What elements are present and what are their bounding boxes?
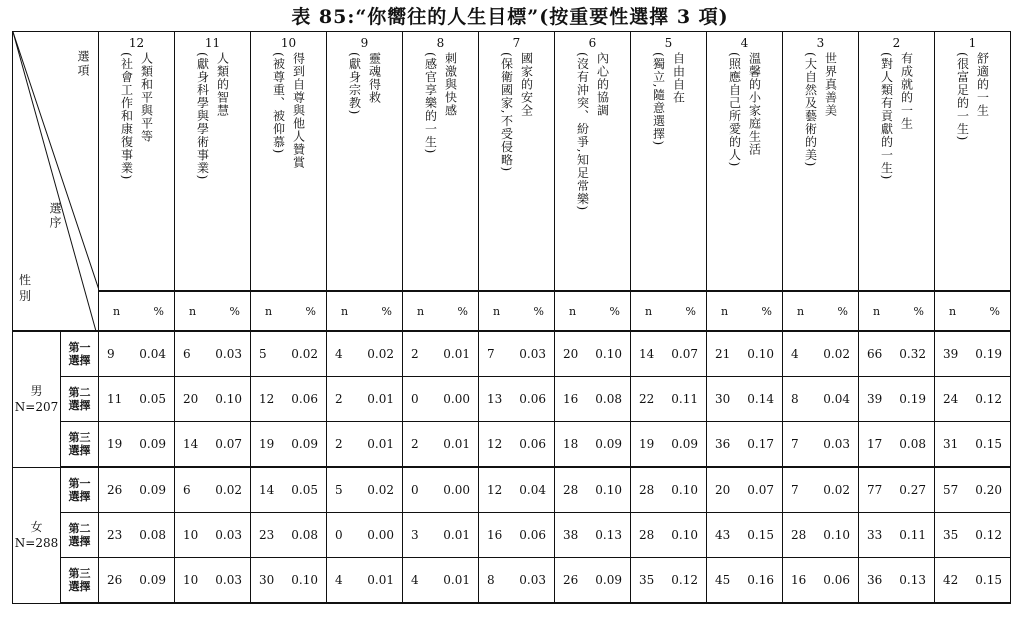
count-cell: 6	[175, 331, 213, 377]
column-header	[631, 32, 707, 292]
count-cell: 12	[479, 467, 517, 513]
column-name: 溫馨的小家庭生活	[747, 52, 762, 156]
count-cell: 10	[175, 513, 213, 558]
percent-cell: 0.09	[137, 422, 175, 468]
percent-cell: 0.10	[213, 377, 251, 422]
percent-cell: 0.03	[517, 331, 555, 377]
corner-order-label: 選序	[48, 202, 62, 230]
count-cell: 14	[631, 331, 669, 377]
order-line: 選擇	[68, 535, 91, 548]
gender-name: 女	[30, 520, 43, 534]
n-label: n	[403, 291, 441, 331]
column-number: 3	[816, 36, 825, 50]
percent-cell: 0.19	[897, 377, 935, 422]
percent-cell: 0.00	[441, 467, 479, 513]
percent-label: %	[821, 291, 859, 331]
order-line: 第三	[68, 431, 91, 444]
percent-cell: 0.02	[365, 331, 403, 377]
percent-cell: 0.11	[669, 377, 707, 422]
percent-cell: 0.02	[821, 331, 859, 377]
column-number: 9	[360, 36, 369, 50]
count-cell: 0	[403, 377, 441, 422]
count-cell: 33	[859, 513, 897, 558]
count-cell: 38	[555, 513, 593, 558]
order-line: 第二	[68, 386, 91, 399]
count-cell: 18	[555, 422, 593, 468]
percent-cell: 0.11	[897, 513, 935, 558]
percent-cell: 0.03	[213, 558, 251, 604]
percent-cell: 0.13	[593, 513, 631, 558]
percent-cell: 0.01	[441, 422, 479, 468]
count-cell: 6	[175, 467, 213, 513]
choice-order-label	[61, 467, 99, 513]
count-cell: 20	[707, 467, 745, 513]
order-line: 選擇	[68, 354, 91, 367]
count-cell: 4	[403, 558, 441, 604]
percent-label: %	[289, 291, 327, 331]
count-cell: 4	[327, 331, 365, 377]
n-label: n	[859, 291, 897, 331]
order-line: 第二	[68, 522, 91, 535]
corner-cell	[13, 32, 99, 332]
n-label: n	[555, 291, 593, 331]
column-subtitle: (社會工作和康復事業)	[119, 52, 134, 181]
order-line: 第三	[68, 567, 91, 580]
percent-cell: 0.01	[365, 558, 403, 604]
percent-cell: 0.09	[289, 422, 327, 468]
table-title: 表 85:“你嚮往的人生目標”(按重要性選擇 3 項)	[291, 6, 729, 28]
count-cell: 30	[251, 558, 289, 604]
percent-label: %	[365, 291, 403, 331]
count-cell: 17	[859, 422, 897, 468]
count-cell: 19	[251, 422, 289, 468]
count-cell: 57	[935, 467, 973, 513]
percent-cell: 0.06	[517, 422, 555, 468]
percent-cell: 0.12	[973, 377, 1011, 422]
percent-cell: 0.08	[289, 513, 327, 558]
column-name: 有成就的一生	[899, 52, 914, 130]
count-cell: 77	[859, 467, 897, 513]
column-number: 10	[280, 36, 297, 50]
column-name: 世界真善美	[823, 52, 838, 117]
count-cell: 0	[327, 513, 365, 558]
life-goals-table	[12, 31, 1011, 604]
percent-cell: 0.05	[137, 377, 175, 422]
choice-order-label	[61, 513, 99, 558]
gender-name: 男	[30, 384, 43, 399]
order-line: 選擇	[68, 580, 91, 593]
percent-cell: 0.07	[213, 422, 251, 468]
count-cell: 45	[707, 558, 745, 604]
percent-cell: 0.02	[821, 467, 859, 513]
count-cell: 36	[859, 558, 897, 604]
percent-cell: 0.07	[745, 467, 783, 513]
column-number: 2	[892, 36, 901, 50]
percent-cell: 0.10	[289, 558, 327, 604]
percent-cell: 0.01	[441, 331, 479, 377]
gender-count: N=288	[14, 536, 59, 550]
column-number: 5	[664, 36, 673, 50]
count-cell: 8	[479, 558, 517, 604]
count-cell: 10	[175, 558, 213, 604]
column-subtitle: (感官享樂的一生)	[423, 52, 438, 155]
percent-cell: 0.16	[745, 558, 783, 604]
n-label: n	[327, 291, 365, 331]
percent-cell: 0.06	[517, 377, 555, 422]
column-subtitle: (獻身宗教)	[347, 52, 362, 116]
count-cell: 2	[403, 331, 441, 377]
percent-cell: 0.10	[821, 513, 859, 558]
count-cell: 19	[99, 422, 137, 468]
percent-cell: 0.09	[669, 422, 707, 468]
column-header	[859, 32, 935, 292]
table-row	[13, 467, 1011, 513]
percent-cell: 0.27	[897, 467, 935, 513]
column-header	[707, 32, 783, 292]
count-cell: 35	[631, 558, 669, 604]
count-cell: 30	[707, 377, 745, 422]
count-cell: 23	[251, 513, 289, 558]
column-name: 刺激與快感	[443, 52, 458, 117]
count-cell: 23	[99, 513, 137, 558]
count-cell: 66	[859, 331, 897, 377]
percent-cell: 0.15	[745, 513, 783, 558]
column-subtitle: (保衛國家,不受侵略)	[499, 52, 514, 173]
percent-cell: 0.14	[745, 377, 783, 422]
percent-cell: 0.20	[973, 467, 1011, 513]
column-number: 6	[588, 36, 597, 50]
table-row	[13, 331, 1011, 377]
count-cell: 12	[479, 422, 517, 468]
gender-group-label	[13, 467, 61, 603]
percent-cell: 0.04	[137, 331, 175, 377]
percent-cell: 0.15	[973, 422, 1011, 468]
n-label: n	[935, 291, 973, 331]
column-header	[479, 32, 555, 292]
percent-cell: 0.02	[289, 331, 327, 377]
n-label: n	[99, 291, 137, 331]
column-subtitle: (對人類有貢獻的一生)	[879, 52, 894, 181]
choice-order-label	[61, 377, 99, 422]
percent-label: %	[897, 291, 935, 331]
column-header	[555, 32, 631, 292]
choice-order-label	[61, 331, 99, 377]
count-cell: 11	[99, 377, 137, 422]
count-cell: 7	[783, 422, 821, 468]
percent-cell: 0.03	[517, 558, 555, 604]
percent-cell: 0.07	[669, 331, 707, 377]
percent-cell: 0.02	[213, 467, 251, 513]
count-cell: 5	[327, 467, 365, 513]
column-header	[175, 32, 251, 292]
percent-cell: 0.06	[517, 513, 555, 558]
percent-cell: 0.10	[745, 331, 783, 377]
count-cell: 2	[327, 422, 365, 468]
percent-cell: 0.01	[441, 513, 479, 558]
column-subtitle: (很富足的一生)	[955, 52, 970, 142]
percent-cell: 0.00	[365, 513, 403, 558]
column-name: 人類和平與平等	[139, 52, 154, 143]
count-cell: 26	[99, 467, 137, 513]
percent-cell: 0.01	[441, 558, 479, 604]
column-header	[935, 32, 1011, 292]
count-cell: 26	[555, 558, 593, 604]
column-number: 7	[512, 36, 521, 50]
percent-label: %	[973, 291, 1011, 331]
count-cell: 22	[631, 377, 669, 422]
column-header	[99, 32, 175, 292]
count-cell: 3	[403, 513, 441, 558]
count-cell: 14	[175, 422, 213, 468]
percent-cell: 0.10	[669, 513, 707, 558]
percent-cell: 0.02	[365, 467, 403, 513]
count-cell: 5	[251, 331, 289, 377]
count-cell: 20	[175, 377, 213, 422]
order-line: 第一	[68, 477, 91, 490]
count-cell: 39	[935, 331, 973, 377]
percent-label: %	[137, 291, 175, 331]
percent-cell: 0.01	[365, 377, 403, 422]
n-label: n	[251, 291, 289, 331]
count-cell: 16	[479, 513, 517, 558]
table-row	[13, 558, 1011, 604]
count-cell: 28	[555, 467, 593, 513]
choice-order-label	[61, 558, 99, 604]
column-name: 得到自尊與他人贊賞	[291, 52, 306, 169]
column-name: 人類的智慧	[215, 52, 230, 117]
percent-cell: 0.09	[137, 467, 175, 513]
column-number: 4	[740, 36, 749, 50]
count-cell: 31	[935, 422, 973, 468]
order-line: 選擇	[68, 490, 91, 503]
n-label: n	[631, 291, 669, 331]
percent-cell: 0.05	[289, 467, 327, 513]
column-subtitle: (獻身科學與學術事業)	[195, 52, 210, 181]
percent-cell: 0.08	[593, 377, 631, 422]
count-cell: 24	[935, 377, 973, 422]
percent-cell: 0.03	[213, 331, 251, 377]
count-cell: 28	[631, 513, 669, 558]
percent-cell: 0.08	[897, 422, 935, 468]
column-subtitle: (獨立,隨意選擇)	[651, 52, 666, 147]
percent-label: %	[441, 291, 479, 331]
column-number: 12	[128, 36, 145, 50]
percent-cell: 0.32	[897, 331, 935, 377]
n-label: n	[783, 291, 821, 331]
count-cell: 8	[783, 377, 821, 422]
gender-group-label	[13, 331, 61, 467]
count-cell: 21	[707, 331, 745, 377]
count-cell: 7	[783, 467, 821, 513]
count-cell: 20	[555, 331, 593, 377]
percent-cell: 0.10	[593, 467, 631, 513]
column-header	[783, 32, 859, 292]
percent-cell: 0.04	[821, 377, 859, 422]
percent-cell: 0.03	[213, 513, 251, 558]
percent-cell: 0.09	[137, 558, 175, 604]
percent-cell: 0.17	[745, 422, 783, 468]
n-label: n	[707, 291, 745, 331]
count-cell: 7	[479, 331, 517, 377]
percent-cell: 0.15	[973, 558, 1011, 604]
percent-label: %	[669, 291, 707, 331]
column-subtitle: (沒有沖突、紛爭,知足常樂)	[575, 52, 590, 212]
column-name: 靈魂得救	[367, 52, 382, 104]
percent-cell: 0.10	[669, 467, 707, 513]
order-line: 選擇	[68, 444, 91, 457]
count-cell: 2	[327, 377, 365, 422]
column-number: 11	[204, 36, 221, 50]
column-subtitle: (大自然及藝術的美)	[803, 52, 818, 168]
percent-cell: 0.12	[973, 513, 1011, 558]
column-name: 舒適的一生	[975, 52, 990, 117]
percent-cell: 0.09	[593, 422, 631, 468]
n-label: n	[175, 291, 213, 331]
column-number: 8	[436, 36, 445, 50]
percent-cell: 0.10	[593, 331, 631, 377]
percent-cell: 0.04	[517, 467, 555, 513]
column-header	[327, 32, 403, 292]
corner-gender-label: 性別	[19, 273, 34, 303]
percent-cell: 0.19	[973, 331, 1011, 377]
percent-label: %	[745, 291, 783, 331]
percent-cell: 0.01	[365, 422, 403, 468]
column-name: 國家的安全	[519, 52, 534, 117]
count-cell: 43	[707, 513, 745, 558]
count-cell: 16	[555, 377, 593, 422]
choice-order-label	[61, 422, 99, 468]
count-cell: 4	[783, 331, 821, 377]
column-subtitle: (被尊重、被仰慕)	[271, 52, 286, 155]
column-header	[251, 32, 327, 292]
n-label: n	[479, 291, 517, 331]
order-line: 選擇	[68, 399, 91, 412]
percent-cell: 0.13	[897, 558, 935, 604]
percent-cell: 0.06	[289, 377, 327, 422]
count-cell: 39	[859, 377, 897, 422]
count-cell: 28	[631, 467, 669, 513]
count-cell: 12	[251, 377, 289, 422]
count-cell: 13	[479, 377, 517, 422]
percent-cell: 0.06	[821, 558, 859, 604]
column-header	[403, 32, 479, 292]
column-number: 1	[968, 36, 977, 50]
column-name: 內心的協調	[595, 52, 610, 117]
column-name: 自由自在	[671, 52, 686, 104]
table-row	[13, 513, 1011, 558]
order-line: 第一	[68, 341, 91, 354]
count-cell: 26	[99, 558, 137, 604]
percent-label: %	[213, 291, 251, 331]
percent-cell: 0.12	[669, 558, 707, 604]
percent-cell: 0.09	[593, 558, 631, 604]
corner-item-label: 選項	[76, 50, 90, 78]
table-row	[13, 422, 1011, 468]
percent-cell: 0.00	[441, 377, 479, 422]
percent-cell: 0.08	[137, 513, 175, 558]
count-cell: 36	[707, 422, 745, 468]
count-cell: 2	[403, 422, 441, 468]
percent-label: %	[593, 291, 631, 331]
column-subtitle: (照應自己所愛的人)	[727, 52, 742, 168]
count-cell: 9	[99, 331, 137, 377]
count-cell: 0	[403, 467, 441, 513]
count-cell: 19	[631, 422, 669, 468]
count-cell: 42	[935, 558, 973, 604]
count-cell: 28	[783, 513, 821, 558]
percent-cell: 0.03	[821, 422, 859, 468]
count-cell: 14	[251, 467, 289, 513]
count-cell: 4	[327, 558, 365, 604]
count-cell: 35	[935, 513, 973, 558]
table-row	[13, 377, 1011, 422]
gender-count: N=207	[14, 400, 59, 415]
count-cell: 16	[783, 558, 821, 604]
percent-label: %	[517, 291, 555, 331]
